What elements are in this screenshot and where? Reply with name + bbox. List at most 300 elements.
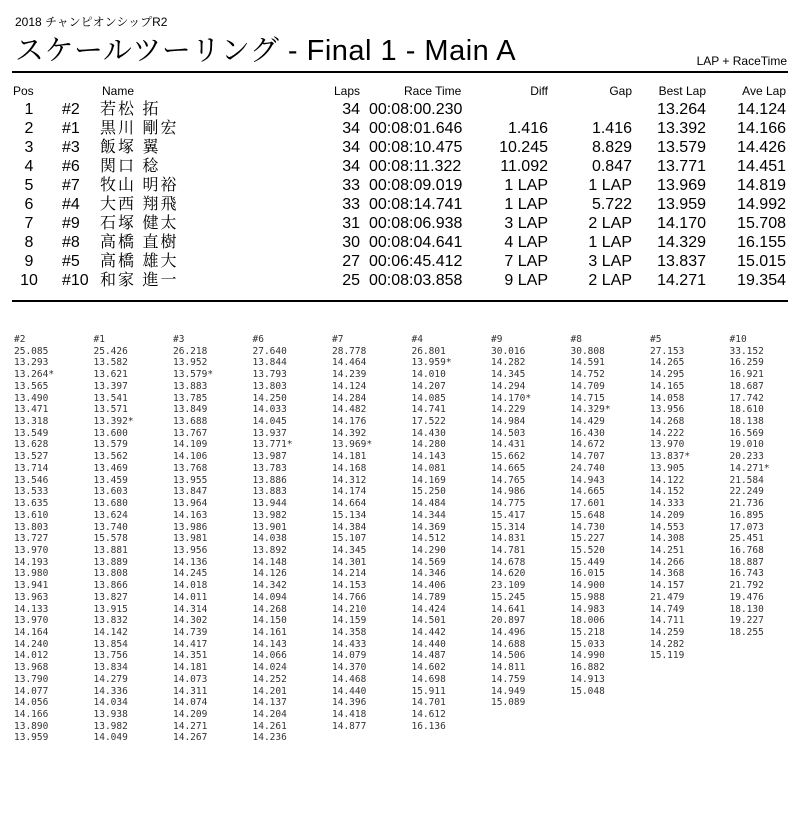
- result-driver-name: 石塚 健太: [100, 215, 179, 232]
- result-ave-lap: 14.166: [737, 120, 786, 137]
- result-pos: 1: [24, 101, 34, 118]
- lap-time: 13.490: [14, 392, 49, 404]
- lap-time: 18.887: [729, 556, 764, 568]
- result-pos: 10: [20, 272, 38, 289]
- lap-time: 14.715: [570, 392, 605, 404]
- lap-time: 20.233: [729, 451, 764, 463]
- lap-time: 13.459: [93, 474, 128, 486]
- result-car-number: #4: [62, 196, 80, 213]
- lap-column-car-number: #10: [729, 334, 747, 345]
- result-gap: 0.847: [591, 158, 632, 175]
- lap-time: 13.959*: [411, 357, 452, 369]
- lap-time: 14.877: [332, 720, 367, 732]
- lap-time: 13.767: [173, 427, 208, 439]
- lap-column: [730, 334, 800, 639]
- lap-time: 13.980: [14, 568, 49, 580]
- lap-time: 13.986: [173, 521, 208, 533]
- lap-column-car-number: #5: [650, 334, 662, 345]
- result-pos: 9: [24, 253, 34, 270]
- lap-time: 13.688: [173, 416, 208, 428]
- result-car-number: #10: [62, 272, 89, 289]
- lap-column-car-number: #1: [93, 334, 105, 345]
- lap-time: 14.058: [650, 392, 685, 404]
- lap-time: 14.181: [332, 451, 367, 463]
- lap-time: 14.641: [491, 603, 526, 615]
- lap-time: 14.169: [411, 474, 446, 486]
- lap-time: 13.944: [252, 498, 287, 510]
- lap-time: 14.900: [570, 580, 605, 592]
- lap-time: 14.201: [252, 685, 287, 697]
- lap-time: 15.089: [491, 697, 526, 709]
- result-laps: 33: [342, 177, 360, 194]
- result-ave-lap: 15.015: [737, 253, 786, 270]
- lap-time: 14.077: [14, 685, 49, 697]
- lap-time: 14.148: [252, 556, 287, 568]
- lap-time: 13.886: [252, 474, 287, 486]
- table-row: [12, 157, 788, 176]
- lap-time: 14.222: [650, 427, 685, 439]
- result-diff: 1 LAP: [504, 177, 548, 194]
- result-driver-name: 高橋 雄大: [100, 253, 179, 270]
- result-best-lap: 14.170: [657, 215, 706, 232]
- lap-time: 13.740: [93, 521, 128, 533]
- lap-time: 25.451: [729, 533, 764, 545]
- lap-time: 14.333: [650, 498, 685, 510]
- result-ave-lap: 19.354: [737, 272, 786, 289]
- lap-time: 13.785: [173, 392, 208, 404]
- result-race-time: 00:08:06.938: [369, 215, 463, 232]
- lap-time: 14.133: [14, 603, 49, 615]
- lap-time: 13.533: [14, 486, 49, 498]
- lap-time: 14.344: [411, 509, 446, 521]
- header-best-lap: Best Lap: [658, 84, 706, 98]
- result-pos: 4: [24, 158, 34, 175]
- lap-time: 15.218: [570, 626, 605, 638]
- result-laps: 34: [342, 101, 360, 118]
- lap-time: 21.479: [650, 591, 685, 603]
- lap-time: 14.752: [570, 369, 605, 381]
- lap-time: 13.915: [93, 603, 128, 615]
- lap-time: 14.766: [332, 591, 367, 603]
- lap-time: 14.301: [332, 556, 367, 568]
- header-pos: Pos: [13, 84, 34, 98]
- lap-time: 15.662: [491, 451, 526, 463]
- lap-time: 13.469: [93, 462, 128, 474]
- lap-time: 14.612: [411, 709, 446, 720]
- lap-time: 13.941: [14, 580, 49, 592]
- lap-time: 15.648: [570, 509, 605, 521]
- lap-time: 14.081: [411, 462, 446, 474]
- lap-time: 14.259: [650, 626, 685, 638]
- lap-time: 14.282: [491, 357, 526, 369]
- lap-time: 14.106: [173, 451, 208, 463]
- lap-time: 13.883: [252, 486, 287, 498]
- result-best-lap: 13.837: [657, 253, 706, 270]
- lap-time: 14.024: [252, 662, 287, 674]
- lap-time: 14.368: [650, 568, 685, 580]
- lap-time: 13.727: [14, 533, 49, 545]
- lap-time: 14.602: [411, 662, 446, 674]
- lap-time: 14.384: [332, 521, 367, 533]
- result-diff: 1 LAP: [504, 196, 548, 213]
- lap-time: 13.783: [252, 462, 287, 474]
- lap-time: 14.984: [491, 416, 526, 428]
- lap-time: 13.635: [14, 498, 49, 510]
- result-pos: 6: [24, 196, 34, 213]
- lap-time: 14.157: [650, 580, 685, 592]
- results-header-row: [12, 84, 788, 100]
- lap-time: 14.085: [411, 392, 446, 404]
- result-driver-name: 黒川 剛宏: [100, 120, 179, 137]
- lap-time: 14.789: [411, 591, 446, 603]
- lap-time: 13.582: [93, 357, 128, 369]
- lap-time: 13.970: [14, 544, 49, 556]
- lap-time: 14.433: [332, 638, 367, 650]
- lap-time: 14.424: [411, 603, 446, 615]
- lap-time: 15.245: [491, 591, 526, 603]
- lap-time: 14.431: [491, 439, 526, 451]
- lap-time: 19.476: [729, 591, 764, 603]
- lap-time: 13.579*: [173, 369, 214, 381]
- lap-time: 14.759: [491, 673, 526, 685]
- result-diff: 1.416: [507, 120, 548, 137]
- lap-time: 14.150: [252, 615, 287, 627]
- lap-time: 13.970: [14, 615, 49, 627]
- lap-time: 14.010: [411, 369, 446, 381]
- lap-time: 13.549: [14, 427, 49, 439]
- lap-time: 14.986: [491, 486, 526, 498]
- lap-time: 14.688: [491, 638, 526, 650]
- lap-time: 14.267: [173, 732, 208, 744]
- result-race-time: 00:08:10.475: [369, 139, 463, 156]
- result-best-lap: 13.579: [657, 139, 706, 156]
- result-ave-lap: 14.451: [737, 158, 786, 175]
- lap-time: 14.620: [491, 568, 526, 580]
- lap-time: 13.987: [252, 451, 287, 463]
- lap-time: 13.827: [93, 591, 128, 603]
- lap-time: 17.073: [729, 521, 764, 533]
- lap-time: 13.527: [14, 451, 49, 463]
- lap-time: 14.284: [332, 392, 367, 404]
- result-gap: 1 LAP: [588, 177, 632, 194]
- result-diff: 3 LAP: [504, 215, 548, 232]
- table-row: [12, 138, 788, 157]
- title-divider: [12, 71, 788, 73]
- lap-column-car-number: #6: [252, 334, 264, 345]
- lap-time: 14.012: [14, 650, 49, 662]
- lap-time: 13.624: [93, 509, 128, 521]
- header-diff: Diff: [530, 84, 548, 98]
- lap-time: 13.834: [93, 662, 128, 674]
- lap-time: 14.913: [570, 673, 605, 685]
- result-laps: 30: [342, 234, 360, 251]
- result-best-lap: 13.264: [657, 101, 706, 118]
- lap-time: 13.571: [93, 404, 128, 416]
- event-name: 2018 チャンピオンシップR2: [15, 15, 168, 29]
- result-gap: 2 LAP: [588, 272, 632, 289]
- lap-time: 14.949: [491, 685, 526, 697]
- lap-time: 14.174: [332, 486, 367, 498]
- lap-time: 16.259: [729, 357, 764, 369]
- result-best-lap: 13.771: [657, 158, 706, 175]
- lap-time: 14.245: [173, 568, 208, 580]
- lap-time: 14.079: [332, 650, 367, 662]
- lap-time: 13.579: [93, 439, 128, 451]
- lap-time: 15.417: [491, 509, 526, 521]
- lap-time: 15.314: [491, 521, 526, 533]
- lap-time: 13.866: [93, 580, 128, 592]
- lap-time: 14.161: [252, 626, 287, 638]
- result-car-number: #6: [62, 158, 80, 175]
- lap-time: 15.048: [570, 685, 605, 697]
- lap-time: 16.768: [729, 544, 764, 556]
- lap-column-car-number: #4: [411, 334, 423, 345]
- lap-time: 21.792: [729, 580, 764, 592]
- lap-time: 14.506: [491, 650, 526, 662]
- lap-time: 13.881: [93, 544, 128, 556]
- result-race-time: 00:08:14.741: [369, 196, 463, 213]
- lap-column: [571, 334, 649, 697]
- lap-time: 14.143: [411, 451, 446, 463]
- lap-time: 14.496: [491, 626, 526, 638]
- lap-time: 14.811: [491, 662, 526, 674]
- lap-time: 17.742: [729, 392, 764, 404]
- lap-time: 15.107: [332, 533, 367, 545]
- lap-time: 14.336: [93, 685, 128, 697]
- result-car-number: #8: [62, 234, 80, 251]
- lap-time: 14.351: [173, 650, 208, 662]
- result-driver-name: 飯塚 翼: [100, 139, 161, 156]
- lap-time: 14.501: [411, 615, 446, 627]
- lap-time: 13.832: [93, 615, 128, 627]
- lap-time: 13.844: [252, 357, 287, 369]
- lap-time: 13.964: [173, 498, 208, 510]
- result-car-number: #5: [62, 253, 80, 270]
- lap-time: 14.266: [650, 556, 685, 568]
- lap-time: 18.006: [570, 615, 605, 627]
- lap-time: 14.468: [332, 673, 367, 685]
- lap-time: 14.701: [411, 697, 446, 709]
- lap-time: 14.781: [491, 544, 526, 556]
- lap-time: 14.271*: [729, 462, 770, 474]
- lap-time: 14.294: [491, 380, 526, 392]
- result-gap: 8.829: [591, 139, 632, 156]
- lap-time: 14.109: [173, 439, 208, 451]
- lap-time: 14.153: [332, 580, 367, 592]
- result-diff: 7 LAP: [504, 253, 548, 270]
- lap-time: 14.209: [173, 709, 208, 720]
- lap-time: 14.698: [411, 673, 446, 685]
- lap-time: 13.808: [93, 568, 128, 580]
- lap-column-car-number: #7: [332, 334, 344, 345]
- lap-time: 14.236: [252, 732, 287, 744]
- lap-time: 14.204: [252, 709, 287, 720]
- lap-time: 13.541: [93, 392, 128, 404]
- result-race-time: 00:08:01.646: [369, 120, 463, 137]
- lap-time: 14.569: [411, 556, 446, 568]
- lap-time: 14.074: [173, 697, 208, 709]
- result-best-lap: 14.271: [657, 272, 706, 289]
- lap-time: 19.010: [729, 439, 764, 451]
- result-laps: 31: [342, 215, 360, 232]
- lap-time: 14.672: [570, 439, 605, 451]
- lap-time: 13.803: [14, 521, 49, 533]
- lap-time: 13.565: [14, 380, 49, 392]
- lap-time: 14.279: [93, 673, 128, 685]
- lap-time: 13.956: [173, 544, 208, 556]
- result-laps: 34: [342, 139, 360, 156]
- lap-time: 14.170*: [491, 392, 532, 404]
- lap-time: 14.239: [332, 369, 367, 381]
- lap-time: 17.522: [411, 416, 446, 428]
- lap-time: 18.255: [729, 626, 764, 638]
- lap-time: 14.033: [252, 404, 287, 416]
- lap-time: 14.396: [332, 697, 367, 709]
- lap-time: 15.227: [570, 533, 605, 545]
- result-ave-lap: 16.155: [737, 234, 786, 251]
- lap-time: 13.959: [14, 732, 49, 744]
- result-ave-lap: 14.124: [737, 101, 786, 118]
- lap-time: 14.271: [173, 720, 208, 732]
- lap-time: 14.214: [332, 568, 367, 580]
- table-row: [12, 271, 788, 290]
- lap-time: 14.484: [411, 498, 446, 510]
- lap-column: [491, 334, 569, 709]
- lap-time: 16.015: [570, 568, 605, 580]
- lap-time: 16.882: [570, 662, 605, 674]
- lap-time: 16.569: [729, 427, 764, 439]
- lap-time: 14.765: [491, 474, 526, 486]
- lap-time: 13.889: [93, 556, 128, 568]
- lap-time: 14.311: [173, 685, 208, 697]
- result-car-number: #3: [62, 139, 80, 156]
- lap-time: 27.640: [252, 345, 287, 357]
- lap-time: 14.512: [411, 533, 446, 545]
- lap-time: 13.610: [14, 509, 49, 521]
- lap-time: 14.049: [93, 732, 128, 744]
- lap-time: 13.714: [14, 462, 49, 474]
- lap-time: 21.736: [729, 498, 764, 510]
- lap-time: 25.426: [93, 345, 128, 357]
- lap-time: 14.152: [650, 486, 685, 498]
- result-best-lap: 13.959: [657, 196, 706, 213]
- lap-time: 15.911: [411, 685, 446, 697]
- lap-time: 14.290: [411, 544, 446, 556]
- lap-time: 13.603: [93, 486, 128, 498]
- lap-time: 13.392*: [93, 416, 134, 428]
- lap-time: 14.440: [332, 685, 367, 697]
- lap-time: 18.610: [729, 404, 764, 416]
- lap-time: 13.901: [252, 521, 287, 533]
- lap-time: 14.943: [570, 474, 605, 486]
- lap-time: 13.264*: [14, 369, 55, 381]
- result-gap: 3 LAP: [588, 253, 632, 270]
- result-laps: 34: [342, 158, 360, 175]
- lap-time: 13.397: [93, 380, 128, 392]
- lap-time: 14.164: [14, 626, 49, 638]
- result-gap: 5.722: [591, 196, 632, 213]
- result-driver-name: 和家 進一: [100, 272, 179, 289]
- lap-time: 22.249: [729, 486, 764, 498]
- result-best-lap: 14.329: [657, 234, 706, 251]
- lap-time: 24.740: [570, 462, 605, 474]
- result-driver-name: 若松 拓: [100, 101, 161, 118]
- lap-time: 14.282: [650, 638, 685, 650]
- result-race-time: 00:08:03.858: [369, 272, 463, 289]
- lap-column: [253, 334, 331, 744]
- result-diff: 9 LAP: [504, 272, 548, 289]
- lap-time: 30.016: [491, 345, 526, 357]
- lap-time: 13.849: [173, 404, 208, 416]
- lap-time: 14.775: [491, 498, 526, 510]
- lap-time: 14.749: [650, 603, 685, 615]
- result-driver-name: 大西 翔飛: [100, 196, 179, 213]
- lap-time: 13.982: [252, 509, 287, 521]
- lap-time: 13.981: [173, 533, 208, 545]
- lap-time: 14.094: [252, 591, 287, 603]
- lap-column-car-number: #2: [14, 334, 26, 345]
- lap-time: 15.250: [411, 486, 446, 498]
- header-ave-lap: Ave Lap: [742, 84, 786, 98]
- lap-time: 15.033: [570, 638, 605, 650]
- page-title: スケールツーリング - Final 1 - Main A: [15, 35, 517, 67]
- result-laps: 27: [342, 253, 360, 270]
- lap-time: 14.345: [332, 544, 367, 556]
- results-table: [12, 84, 788, 290]
- lap-time: 33.152: [729, 345, 764, 357]
- lap-column-car-number: #3: [173, 334, 185, 345]
- lap-time: 14.210: [332, 603, 367, 615]
- lap-time: 20.897: [491, 615, 526, 627]
- result-gap: 1 LAP: [588, 234, 632, 251]
- lap-time: 13.293: [14, 357, 49, 369]
- lap-time: 19.227: [729, 615, 764, 627]
- lap-time: 18.130: [729, 603, 764, 615]
- lap-time: 14.329*: [570, 404, 611, 416]
- result-driver-name: 関口 稔: [100, 158, 161, 175]
- lap-time: 18.687: [729, 380, 764, 392]
- lap-time: 14.166: [14, 709, 49, 720]
- lap-column: [14, 334, 92, 744]
- lap-time: 30.808: [570, 345, 605, 357]
- result-ave-lap: 15.708: [737, 215, 786, 232]
- lap-time: 16.895: [729, 509, 764, 521]
- lap-time: 14.018: [173, 580, 208, 592]
- lap-time: 16.430: [570, 427, 605, 439]
- lap-time: 13.680: [93, 498, 128, 510]
- lap-time: 14.011: [173, 591, 208, 603]
- lap-column: [94, 334, 172, 744]
- lap-time: 14.137: [252, 697, 287, 709]
- lap-time: 14.664: [332, 498, 367, 510]
- results-divider: [12, 300, 788, 302]
- page-subtitle: LAP + RaceTime: [696, 54, 787, 68]
- table-row: [12, 100, 788, 119]
- lap-time: 14.503: [491, 427, 526, 439]
- lap-time: 14.739: [173, 626, 208, 638]
- result-ave-lap: 14.819: [737, 177, 786, 194]
- lap-time: 13.793: [252, 369, 287, 381]
- result-pos: 5: [24, 177, 34, 194]
- lap-time: 14.295: [650, 369, 685, 381]
- lap-time: 21.584: [729, 474, 764, 486]
- lap-time: 14.209: [650, 509, 685, 521]
- result-laps: 25: [342, 272, 360, 289]
- lap-time: 18.138: [729, 416, 764, 428]
- lap-time: 13.963: [14, 591, 49, 603]
- lap-time: 14.430: [411, 427, 446, 439]
- lap-time: 26.801: [411, 345, 446, 357]
